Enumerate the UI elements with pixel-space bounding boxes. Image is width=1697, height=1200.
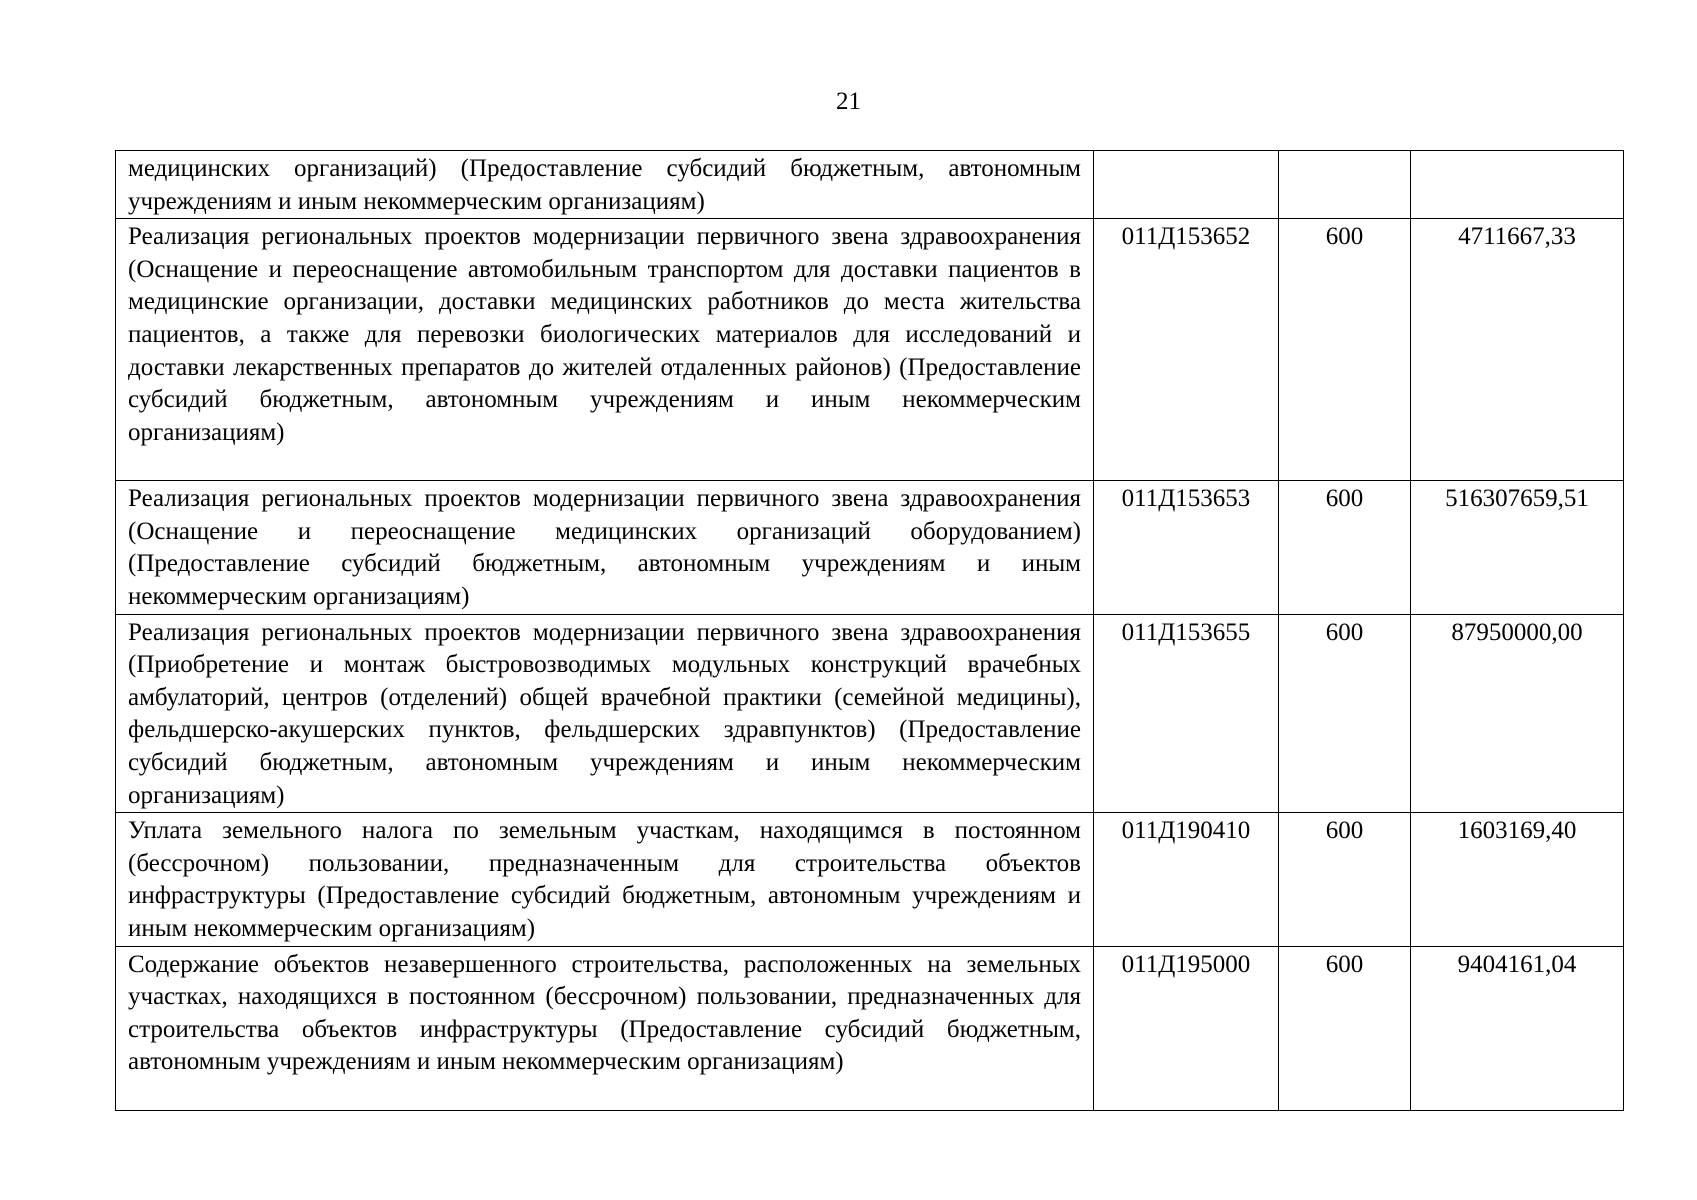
row-description: Содержание объектов незавершенного строительства, расположенных на земельных участках, находящихся в постоянном (бессрочном) пользовании, предназначенных для строительства объектов инфраструктуры (Предоставление субсидий бюджетным, автономным учреждениям и иным некоммерческим организациям) [116, 946, 1094, 1110]
row-expense-type: 600 [1279, 614, 1411, 813]
row-expense-type: 600 [1279, 481, 1411, 614]
row-amount: 9404161,04 [1411, 946, 1624, 1110]
row-target-code: 011Д153653 [1094, 481, 1279, 614]
row-amount: 4711667,33 [1411, 219, 1624, 481]
table-row [116, 813, 1624, 946]
row-target-code [1094, 151, 1279, 219]
table-row [116, 481, 1624, 614]
row-amount: 1603169,40 [1411, 813, 1624, 946]
table-row [116, 614, 1624, 813]
row-amount [1411, 151, 1624, 219]
row-description: Уплата земельного налога по земельным участкам, находящимся в постоянном (бессрочном) пользовании, предназначенным для строительства объектов инфраструктуры (Предоставление субсидий бюджетным, автономным учреждениям и иным некоммерческим организациям) [116, 813, 1094, 946]
table-row [116, 151, 1624, 219]
row-target-code: 011Д195000 [1094, 946, 1279, 1110]
row-amount: 516307659,51 [1411, 481, 1624, 614]
row-expense-type: 600 [1279, 946, 1411, 1110]
row-description: медицинских организаций) (Предоставление субсидий бюджетным, автономным учреждениям и иным некоммерческим организациям) [116, 151, 1094, 219]
budget-table [115, 150, 1624, 1111]
row-expense-type: 600 [1279, 219, 1411, 481]
page-number: 21 [836, 88, 861, 115]
row-description: Реализация региональных проектов модернизации первичного звена здравоохранения (Приобретение и монтаж быстровозводимых модульных конструкций врачебных амбулаторий, центров (отделений) общей врачебной практики (семейной медицины), фельдшерско-акушерских пунктов, фельдшерских здравпунктов) (Предоставление субсидий бюджетным, автономным учреждениям и иным некоммерческим организациям) [116, 614, 1094, 813]
row-description: Реализация региональных проектов модернизации первичного звена здравоохранения (Оснащение и переоснащение медицинских организаций оборудованием) (Предоставление субсидий бюджетным, автономным учреждениям и иным некоммерческим организациям) [116, 481, 1094, 614]
row-target-code: 011Д153652 [1094, 219, 1279, 481]
row-description: Реализация региональных проектов модернизации первичного звена здравоохранения (Оснащение и переоснащение автомобильным транспортом для доставки пациентов в медицинские организации, доставки медицинских работников до места жительства пациентов, а также для перевозки биологических материалов для исследований и доставки лекарственных препаратов до жителей отдаленных районов) (Предоставление субсидий бюджетным, автономным учреждениям и иным некоммерческим организациям) [116, 219, 1094, 481]
table-row [116, 946, 1624, 1110]
row-amount: 87950000,00 [1411, 614, 1624, 813]
row-expense-type [1279, 151, 1411, 219]
row-target-code: 011Д153655 [1094, 614, 1279, 813]
row-expense-type: 600 [1279, 813, 1411, 946]
table-row [116, 219, 1624, 481]
row-target-code: 011Д190410 [1094, 813, 1279, 946]
